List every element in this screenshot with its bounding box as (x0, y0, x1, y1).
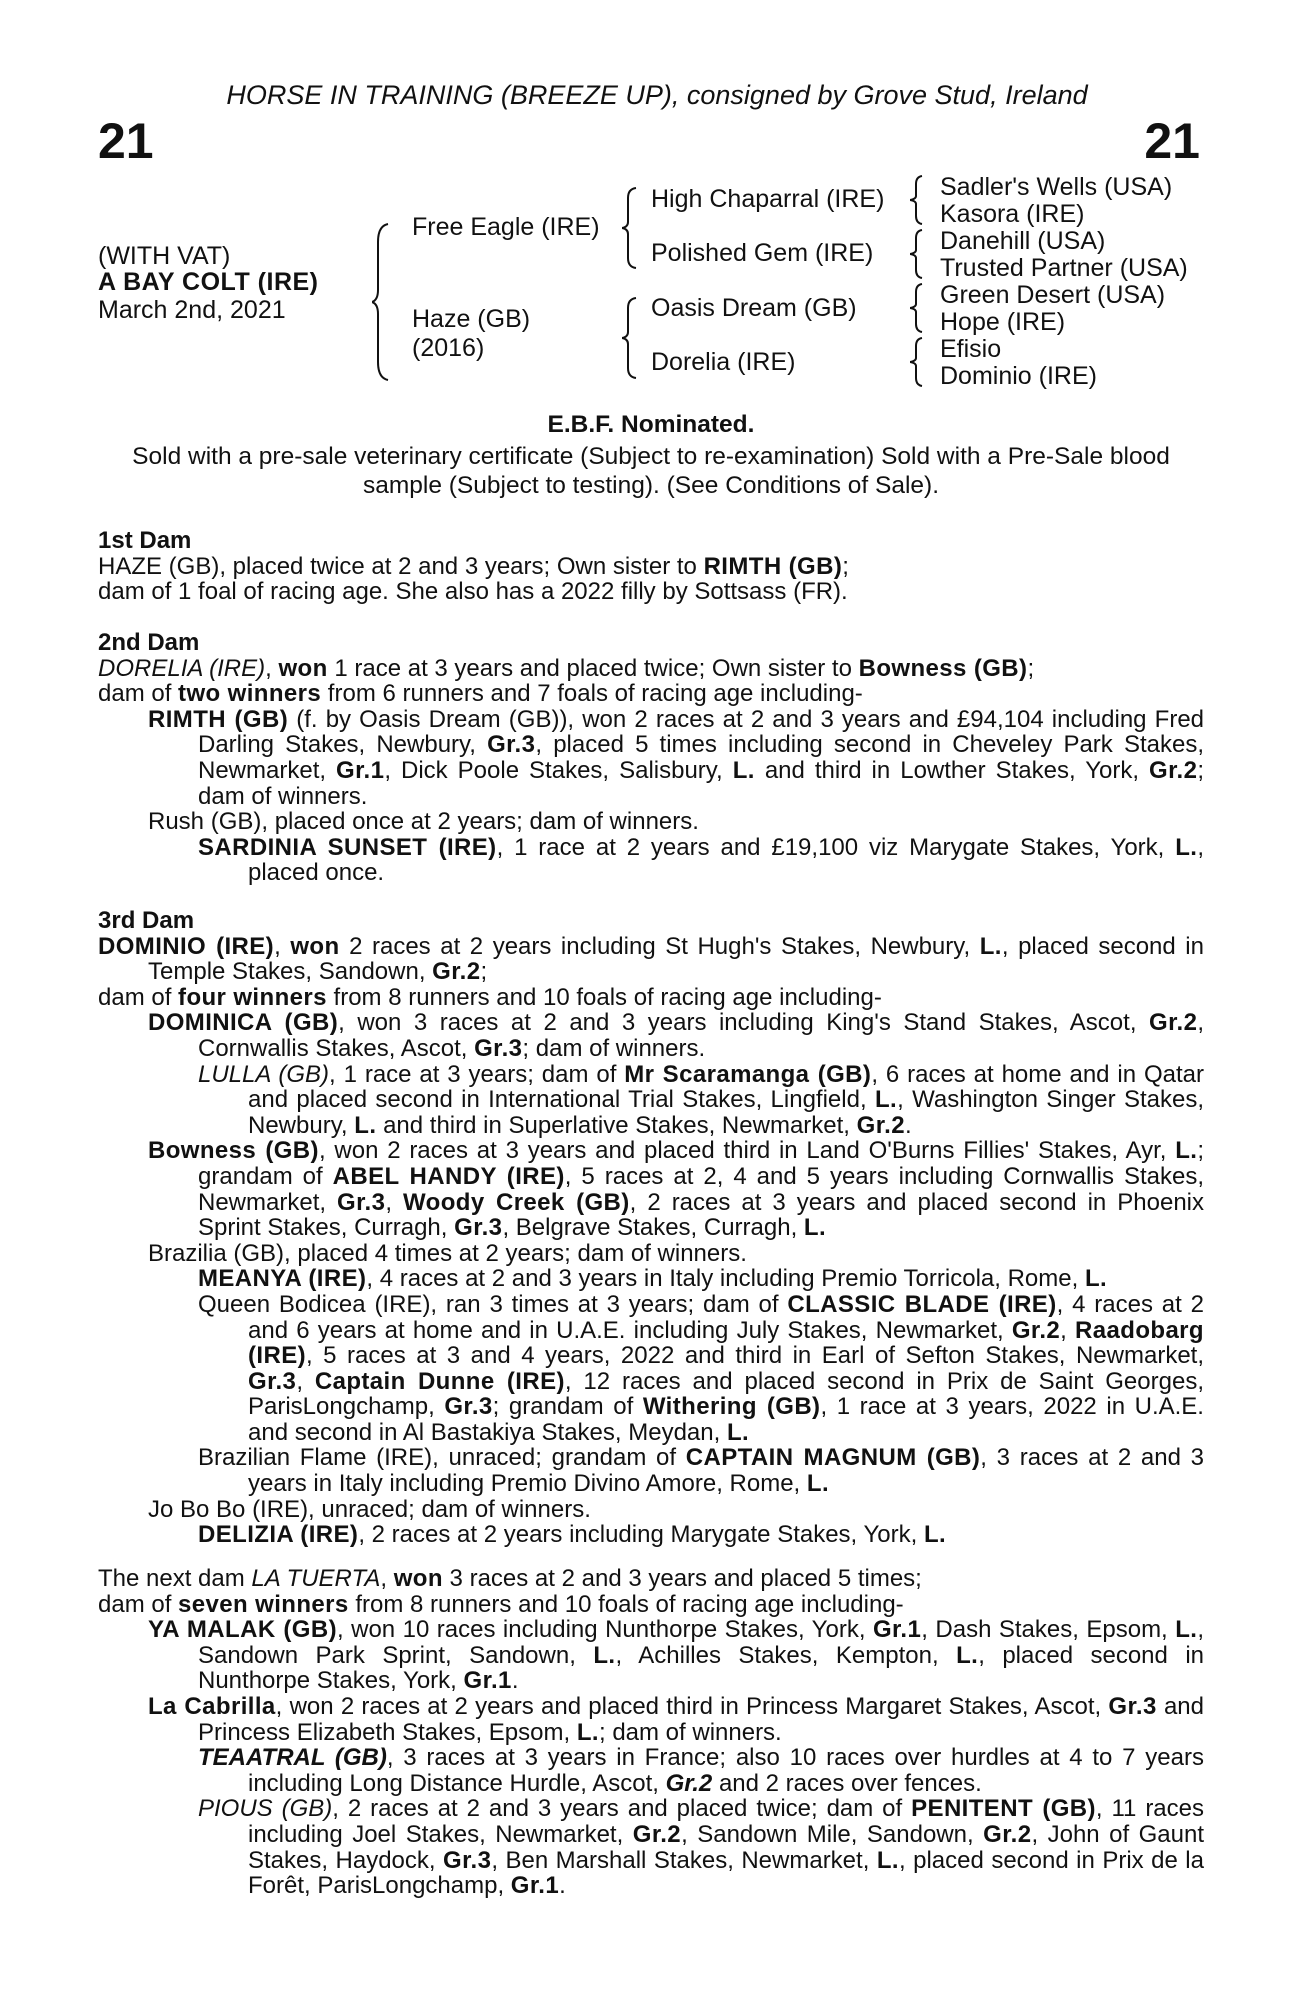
second-dam-text: DORELIA (IRE), won 1 race at 3 years and placed twice; Own sister to Bowness (GB); (98, 654, 1035, 682)
brace-sire (622, 186, 638, 270)
produce-la-cabrilla: La Cabrilla, won 2 races at 2 years and placed third in Princess Margaret Stakes, Ascot, Gr.3 and Princess Elizabeth Stakes, Epsom, L.; dam of winners. (148, 1692, 1205, 1746)
sire: Free Eagle (IRE) (412, 213, 600, 241)
produce-rimth: RIMTH (GB) (f. by Oasis Dream (GB)), won 2 races at 2 and 3 years and £94,104 including Fred Darling Stakes, Newbury, Gr.3, placed 5 times including second in Cheveley Park Stakes, Newmarket, Gr.1, Dick Poole Stakes, Salisbury, L. and third in Lowther Stakes, York, Gr.2; dam of winners. (148, 705, 1205, 810)
produce-dominica: DOMINICA (GB), won 3 races at 2 and 3 years including King's Stand Stakes, Ascot, Gr.2, Cornwallis Stakes, Ascot, Gr.3; dam of winners. (148, 1009, 1204, 1062)
produce-jo-bo-bo: Jo Bo Bo (IRE), unraced; dam of winners. (148, 1495, 591, 1523)
dam-sire-sire: Green Desert (USA) (940, 281, 1166, 309)
horse-name: A BAY COLT (IRE) (98, 268, 319, 296)
first-dam-produce: dam of 1 foal of racing age. She also has a 2022 filly by Sottsass (FR). (98, 578, 848, 606)
dam-dam: Dorelia (IRE) (651, 348, 796, 376)
brace-gen1 (372, 222, 392, 382)
produce-teaatral: TEAATRAL (GB), 3 races at 3 years in France; also 10 races over hurdles at 4 to 7 years including Long Distance Hurdle, Ascot, Gr.2 and 2 races over fences. (198, 1744, 1204, 1797)
produce-queen-bodicea: Queen Bodicea (IRE), ran 3 times at 3 years; dam of CLASSIC BLADE (IRE), 4 races at 2 and 6 years at home and in U.A.E. including July Stakes, Newmarket, Gr.2, Raadobarg (IRE), 5 races at 3 and 4 years, 2022 and third in Earl of Sefton Stakes, Newmarket, Gr.3, Captain Dunne (IRE), 12 races and placed second in Prix de Saint Georges, ParisLongchamp, Gr.3; grandam of Withering (GB), 1 race at 3 years, 2022 in U.A.E. and second in Al Bastakiya Stakes, Meydan, L. (198, 1290, 1205, 1446)
brace-ss (910, 174, 924, 226)
second-dam-section (98, 630, 1204, 886)
brace-ds (910, 282, 924, 334)
dam-sire: Oasis Dream (GB) (651, 294, 857, 322)
lot-number-left: 21 (98, 113, 154, 169)
sire-dam: Polished Gem (IRE) (651, 239, 874, 267)
produce-sardinia-sunset: SARDINIA SUNSET (IRE), 1 race at 2 years and £19,100 viz Marygate Stakes, York, L., placed once. (198, 833, 1204, 887)
produce-delizia: DELIZIA (IRE), 2 races at 2 years including Marygate Stakes, York, L. (198, 1521, 947, 1549)
vet-note (98, 442, 1204, 500)
ebf-note: E.B.F. Nominated. (547, 411, 755, 438)
brace-dd (910, 336, 924, 388)
produce-rush: Rush (GB), placed once at 2 years; dam of winners. (148, 808, 699, 836)
brace-dam (622, 296, 638, 380)
vet-note-line2: sample (Subject to testing). (See Conditions of Sale). (362, 472, 940, 499)
third-dam-text: DOMINIO (IRE), won 2 races at 2 years including St Hugh's Stakes, Newbury, L., placed second in Temple Stakes, Sandown, Gr.2; (98, 932, 1204, 986)
vat-label: (WITH VAT) (98, 242, 231, 270)
produce-brazilian-flame: Brazilian Flame (IRE), unraced; grandam of CAPTAIN MAGNUM (GB), 3 races at 2 and 3 years in Italy including Premio Divino Amore, Rome, L. (198, 1444, 1204, 1498)
lot-number-right: 21 (1144, 113, 1200, 169)
foaling-date: March 2nd, 2021 (98, 296, 286, 324)
dam-dam-sire: Efisio (940, 335, 1002, 363)
dam: Haze (GB) (412, 305, 531, 333)
dam-sire-dam: Hope (IRE) (940, 308, 1066, 336)
first-dam-section (98, 528, 1204, 605)
produce-ya-malak: YA MALAK (GB), won 10 races including Nunthorpe Stakes, York, Gr.1, Dash Stakes, Epsom, L., Sandown Park Sprint, Sandown, L., Achilles Stakes, Kempton, L., placed second in Nunthorpe Stakes, York, Gr.1. (148, 1616, 1204, 1695)
sire-dam-dam: Trusted Partner (USA) (940, 254, 1188, 282)
produce-meanya: MEANYA (IRE), 4 races at 2 and 3 years in Italy including Premio Torricola, Rome, L. (198, 1265, 1108, 1293)
produce-bowness: Bowness (GB), won 2 races at 3 years and placed third in Land O'Burns Fillies' Stakes, Ayr, L.; grandam of ABEL HANDY (IRE), 5 races at 2, 4 and 5 years including Cornwallis Stakes, Newmarket, Gr.3, Woody Creek (GB), 2 races at 3 years and placed second in Phoenix Sprint Stakes, Curragh, Gr.3, Belgrave Stakes, Curragh, L. (148, 1137, 1205, 1242)
produce-pious: PIOUS (GB), 2 races at 2 and 3 years and placed twice; dam of PENITENT (GB), 11 races including Joel Stakes, Newmarket, Gr.2, Sandown Mile, Sandown, Gr.2, John of Gaunt Stakes, Haydock, Gr.3, Ben Marshall Stakes, Newmarket, L., placed second in Prix de la Forêt, ParisLongchamp, Gr.1. (198, 1795, 1205, 1900)
produce-brazilia: Brazilia (GB), placed 4 times at 2 years; dam of winners. (148, 1239, 747, 1267)
third-dam-heading: 3rd Dam (98, 907, 195, 934)
sire-sire: High Chaparral (IRE) (651, 185, 885, 213)
lot-header: HORSE IN TRAINING (BREEZE UP), consigned by Grove Stud, Ireland (226, 80, 1088, 110)
second-dam-heading: 2nd Dam (98, 629, 200, 656)
sire-dam-sire: Danehill (USA) (940, 227, 1106, 255)
sire-sire-sire: Sadler's Wells (USA) (940, 173, 1173, 201)
next-dam-section (98, 1566, 1204, 1899)
first-dam-heading: 1st Dam (98, 527, 192, 554)
third-dam-section (98, 908, 1204, 1548)
vet-note-line1: Sold with a pre-sale veterinary certificate (Subject to re-examination) Sold with a Pre-Sale blood (132, 443, 1170, 470)
next-dam-produce: dam of seven winners from 8 runners and 10 foals of racing age including- (98, 1590, 904, 1618)
sire-sire-dam: Kasora (IRE) (940, 200, 1085, 228)
dam-year: (2016) (412, 334, 485, 362)
first-dam-text: HAZE (GB), placed twice at 2 and 3 years; Own sister to RIMTH (GB); (98, 552, 849, 580)
dam-dam-dam: Dominio (IRE) (940, 362, 1097, 390)
third-dam-produce: dam of four winners from 8 runners and 10 foals of racing age including- (98, 983, 882, 1011)
brace-sd (910, 228, 924, 280)
produce-lulla: LULLA (GB), 1 race at 3 years; dam of Mr Scaramanga (GB), 6 races at home and in Qatar and placed second in International Trial Stakes, Lingfield, L., Washington Singer Stakes, Newbury, L. and third in Superlative Stakes, Newmarket, Gr.2. (198, 1060, 1205, 1139)
second-dam-produce: dam of two winners from 6 runners and 7 foals of racing age including- (98, 680, 863, 708)
next-dam-text: The next dam LA TUERTA, won 3 races at 2 and 3 years and placed 5 times; (98, 1565, 922, 1592)
